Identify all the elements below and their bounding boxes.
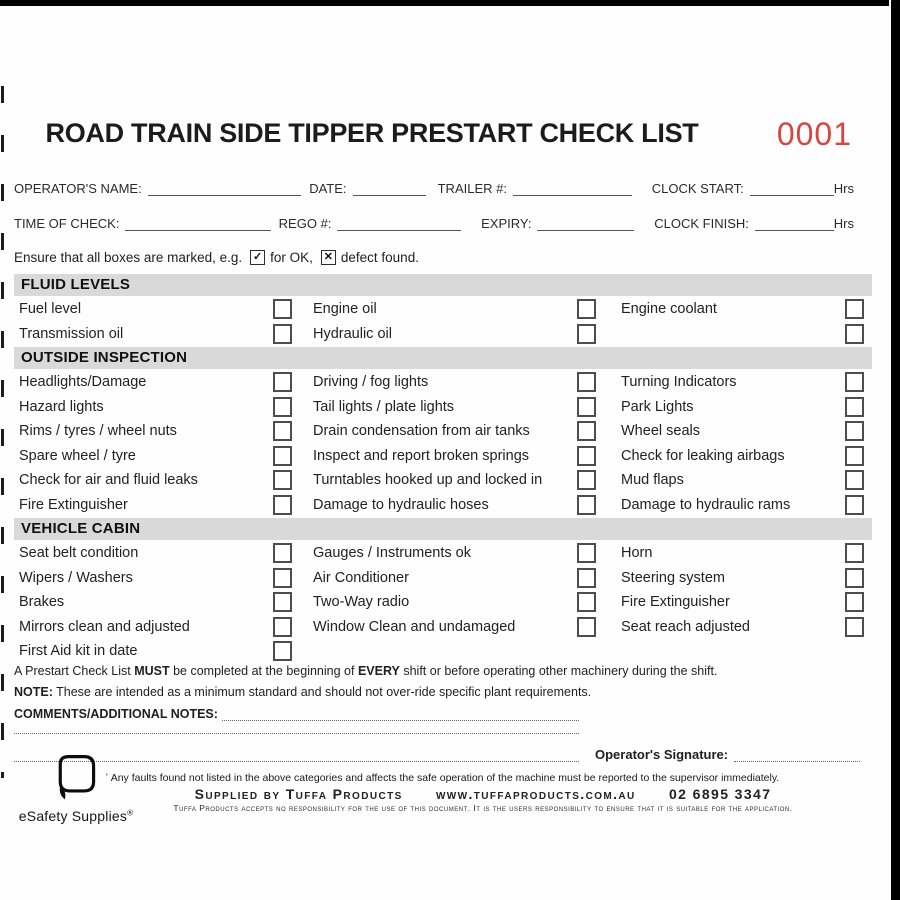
note-prestart bbox=[14, 664, 860, 679]
checkbox-cell bbox=[273, 324, 313, 344]
checkbox[interactable] bbox=[577, 568, 596, 588]
checklist-item-label: Fire Extinguisher bbox=[621, 594, 730, 611]
checklist-item-label: Hydraulic oil bbox=[313, 325, 392, 342]
checklist-item-label: Window Clean and undamaged bbox=[313, 618, 516, 635]
clock-start-label: CLOCK START: bbox=[651, 181, 744, 196]
note-bold: MUST bbox=[134, 663, 170, 678]
checklist-item-label: Fire Extinguisher bbox=[19, 496, 128, 513]
checkbox-cell bbox=[273, 641, 313, 661]
checkbox[interactable] bbox=[845, 617, 864, 637]
checklist-item-label: Engine coolant bbox=[621, 301, 717, 318]
checkbox[interactable] bbox=[845, 421, 864, 441]
checkbox[interactable] bbox=[577, 372, 596, 392]
checkbox[interactable] bbox=[577, 592, 596, 612]
checklist-item-label: Driving / fog lights bbox=[313, 374, 429, 391]
checkbox[interactable] bbox=[845, 324, 864, 344]
checklist-item-label: Fuel level bbox=[19, 301, 82, 318]
checkbox-cell bbox=[577, 568, 621, 588]
checkbox[interactable] bbox=[273, 495, 292, 515]
clock-finish-label: CLOCK FINISH: bbox=[654, 216, 749, 231]
note-text: A Prestart Check List bbox=[14, 663, 135, 678]
title-row bbox=[14, 118, 860, 152]
sections bbox=[14, 274, 860, 664]
clock-start-line bbox=[750, 181, 834, 196]
checkbox[interactable] bbox=[577, 617, 596, 637]
marking-instruction bbox=[14, 248, 860, 266]
disclaimer-text: Tuffa Products accepts no responsibility for the use of this document. It is the users responsibility to ensure that it is suitable for the application. bbox=[173, 802, 793, 813]
expiry-label: EXPIRY: bbox=[481, 216, 532, 231]
checklist-item-label: Engine oil bbox=[313, 301, 377, 318]
checkbox[interactable] bbox=[273, 372, 292, 392]
checkbox-cell bbox=[577, 617, 621, 637]
checkbox[interactable] bbox=[845, 543, 864, 563]
checklist-item-label: Seat belt condition bbox=[19, 545, 139, 562]
checklist-item-label: Gauges / Instruments ok bbox=[313, 545, 471, 562]
checkbox[interactable] bbox=[845, 592, 864, 612]
comments-line-2 bbox=[14, 733, 579, 734]
checkbox[interactable] bbox=[273, 617, 292, 637]
checklist-item-label: Transmission oil bbox=[19, 325, 124, 342]
note-minimum-standard bbox=[14, 685, 860, 700]
checkbox-cell bbox=[577, 372, 621, 392]
header-fields bbox=[14, 178, 860, 231]
checkbox[interactable] bbox=[577, 397, 596, 417]
checkbox-cell bbox=[845, 446, 865, 466]
checkbox-cell bbox=[845, 299, 865, 319]
esafety-logo-icon bbox=[51, 752, 101, 807]
supplied-by-text: Supplied by Tuffa Products bbox=[194, 785, 403, 802]
checklist-item-label: Turning Indicators bbox=[621, 374, 737, 391]
instruction-prefix: Ensure that all boxes are marked, e.g. bbox=[14, 249, 243, 265]
checkbox-cell bbox=[577, 324, 621, 344]
hrs-label: Hrs bbox=[833, 216, 854, 231]
checklist-item-label: Steering system bbox=[621, 569, 725, 586]
rego-line bbox=[337, 216, 461, 231]
instruction-defect-text: defect found. bbox=[340, 249, 419, 265]
hrs-label: Hrs bbox=[833, 181, 854, 196]
footnote-mark: ' bbox=[106, 771, 108, 782]
checkbox[interactable] bbox=[845, 568, 864, 588]
note-text: shift or before operating other machinery during the shift. bbox=[399, 663, 718, 678]
checkbox-cell bbox=[577, 397, 621, 417]
esafety-supplies-logo bbox=[16, 752, 136, 824]
checkbox[interactable] bbox=[845, 470, 864, 490]
note-bold: EVERY bbox=[357, 663, 400, 678]
checklist-item-label: First Aid kit in date bbox=[19, 643, 138, 660]
checklist-item-label: Park Lights bbox=[621, 398, 694, 415]
checkbox-cell bbox=[273, 568, 313, 588]
checklist-grid bbox=[14, 370, 860, 517]
signature-line[interactable] bbox=[734, 749, 860, 762]
instruction-ok-text: for OK, bbox=[270, 249, 313, 265]
checklist-item-label: Mud flaps bbox=[621, 472, 684, 489]
checkbox-cell bbox=[845, 421, 865, 441]
date-label: DATE: bbox=[309, 181, 347, 196]
checkbox-cell bbox=[845, 568, 865, 588]
checkbox[interactable] bbox=[845, 372, 864, 392]
checkbox[interactable] bbox=[273, 421, 292, 441]
checkbox-cell bbox=[845, 470, 865, 490]
section bbox=[14, 274, 860, 346]
checklist-item-label: Brakes bbox=[19, 594, 65, 611]
checklist-item-label: Turntables hooked up and locked in bbox=[313, 472, 543, 489]
checkbox-cell bbox=[577, 421, 621, 441]
rego-label: REGO #: bbox=[278, 216, 332, 231]
checkbox[interactable] bbox=[273, 543, 292, 563]
section-header: OUTSIDE INSPECTION bbox=[14, 347, 872, 369]
checkbox[interactable] bbox=[273, 397, 292, 417]
brand-text: eSafety Supplies bbox=[18, 808, 128, 824]
checkbox-cell bbox=[577, 446, 621, 466]
page-title: ROAD TRAIN SIDE TIPPER PRESTART CHECK LIST bbox=[45, 118, 699, 148]
checkbox[interactable] bbox=[577, 299, 596, 319]
checkbox-cell bbox=[577, 543, 621, 563]
checkbox[interactable] bbox=[845, 397, 864, 417]
section-header: FLUID LEVELS bbox=[14, 274, 872, 296]
note-bold: NOTE: bbox=[14, 684, 53, 699]
checkbox[interactable] bbox=[273, 446, 292, 466]
serial-number: 0001 bbox=[776, 116, 852, 152]
clock-finish-line bbox=[755, 216, 834, 231]
fault-note-text: Any faults found not listed in the above categories and affects the safe operation of the machine must be reported to the supervisor immediately. bbox=[110, 771, 780, 784]
operator-name-label: OPERATOR'S NAME: bbox=[14, 181, 142, 196]
checkbox[interactable] bbox=[577, 421, 596, 441]
checklist-item-label: Headlights/Damage bbox=[19, 374, 147, 391]
checklist-item-label: Spare wheel / tyre bbox=[19, 447, 136, 464]
checkbox-cell bbox=[845, 324, 865, 344]
field-row-1 bbox=[14, 178, 860, 196]
checkbox[interactable] bbox=[273, 568, 292, 588]
time-of-check-line bbox=[125, 216, 270, 231]
trailer-line bbox=[513, 181, 632, 196]
checkbox-cell bbox=[273, 421, 313, 441]
checklist-item-label: Rims / tyres / wheel nuts bbox=[19, 423, 177, 440]
checkbox[interactable] bbox=[273, 592, 292, 612]
checklist-grid bbox=[14, 541, 860, 664]
supplier-website: www.tuffaproducts.com.au bbox=[435, 785, 636, 802]
checkbox-cell bbox=[577, 299, 621, 319]
checked-box-icon: ✓ bbox=[250, 250, 265, 265]
checklist-item-label: Tail lights / plate lights bbox=[313, 398, 455, 415]
checklist-item-label: Wipers / Washers bbox=[19, 569, 133, 586]
checkbox-cell bbox=[273, 543, 313, 563]
checkbox-cell bbox=[577, 495, 621, 515]
checkbox[interactable] bbox=[273, 641, 292, 661]
checkbox-cell bbox=[273, 299, 313, 319]
checklist-item-label: Seat reach adjusted bbox=[621, 618, 750, 635]
date-line bbox=[353, 181, 426, 196]
registered-mark: ® bbox=[127, 808, 134, 818]
checklist-item-label: Mirrors clean and adjusted bbox=[19, 618, 190, 635]
checkbox-cell bbox=[273, 592, 313, 612]
checkbox-cell bbox=[273, 372, 313, 392]
checkbox-cell bbox=[273, 446, 313, 466]
comments-line bbox=[222, 708, 579, 721]
checkbox[interactable] bbox=[577, 470, 596, 490]
checklist-item-label: Horn bbox=[621, 545, 653, 562]
checkbox[interactable] bbox=[273, 324, 292, 344]
operator-name-line bbox=[148, 181, 301, 196]
checkbox-cell bbox=[577, 470, 621, 490]
note-text: These are intended as a minimum standard and should not over-ride specific plant requirements. bbox=[52, 684, 592, 699]
comments-row bbox=[14, 706, 579, 721]
checklist-grid bbox=[14, 297, 860, 346]
checkbox-cell bbox=[845, 592, 865, 612]
checkbox[interactable] bbox=[577, 543, 596, 563]
fault-report-note bbox=[14, 772, 860, 785]
signature-label: Operator's Signature: bbox=[595, 746, 729, 762]
checkbox-cell bbox=[845, 543, 865, 563]
section-header: VEHICLE CABIN bbox=[14, 518, 872, 540]
supplier-phone: 02 6895 3347 bbox=[668, 785, 772, 802]
checklist-item-label: Damage to hydraulic hoses bbox=[313, 496, 489, 513]
checklist-item-label: Check for air and fluid leaks bbox=[19, 472, 198, 489]
checkbox-cell bbox=[273, 495, 313, 515]
checkbox-cell bbox=[273, 470, 313, 490]
checklist-item-label: Check for leaking airbags bbox=[621, 447, 785, 464]
checklist-item-label: Air Conditioner bbox=[313, 569, 409, 586]
brand-name bbox=[16, 808, 136, 824]
section bbox=[14, 347, 860, 517]
checklist-item-label: Two-Way radio bbox=[313, 594, 410, 611]
note-text: be completed at the beginning of bbox=[169, 663, 358, 678]
field-row-2 bbox=[14, 213, 860, 231]
scan-edge-right bbox=[891, 0, 900, 900]
trailer-label: TRAILER #: bbox=[437, 181, 507, 196]
expiry-line bbox=[537, 216, 634, 231]
checkbox-cell bbox=[845, 495, 865, 515]
checklist-item-label: Hazard lights bbox=[19, 398, 104, 415]
checkbox[interactable] bbox=[273, 470, 292, 490]
checklist-item-label: Wheel seals bbox=[621, 423, 700, 440]
time-of-check-label: TIME OF CHECK: bbox=[14, 216, 120, 231]
checklist-item-label: Inspect and report broken springs bbox=[313, 447, 530, 464]
checkbox[interactable] bbox=[577, 324, 596, 344]
comments-label: COMMENTS/ADDITIONAL NOTES: bbox=[14, 706, 218, 721]
checkbox-cell bbox=[577, 592, 621, 612]
signature-row bbox=[14, 746, 860, 762]
crossed-box-icon: ✕ bbox=[321, 250, 336, 265]
checkbox-cell bbox=[845, 372, 865, 392]
checkbox-cell bbox=[273, 397, 313, 417]
checklist-item-label: Damage to hydraulic rams bbox=[621, 496, 791, 513]
checklist-item-label: Drain condensation from air tanks bbox=[313, 423, 530, 440]
checkbox[interactable] bbox=[845, 299, 864, 319]
section bbox=[14, 518, 860, 664]
checkbox[interactable] bbox=[577, 495, 596, 515]
checkbox[interactable] bbox=[577, 446, 596, 466]
checkbox[interactable] bbox=[273, 299, 292, 319]
supplier-line bbox=[14, 786, 860, 803]
checkbox-cell bbox=[273, 617, 313, 637]
checkbox-cell bbox=[845, 617, 865, 637]
checkbox[interactable] bbox=[845, 495, 864, 515]
checkbox-cell bbox=[845, 397, 865, 417]
checkbox[interactable] bbox=[845, 446, 864, 466]
